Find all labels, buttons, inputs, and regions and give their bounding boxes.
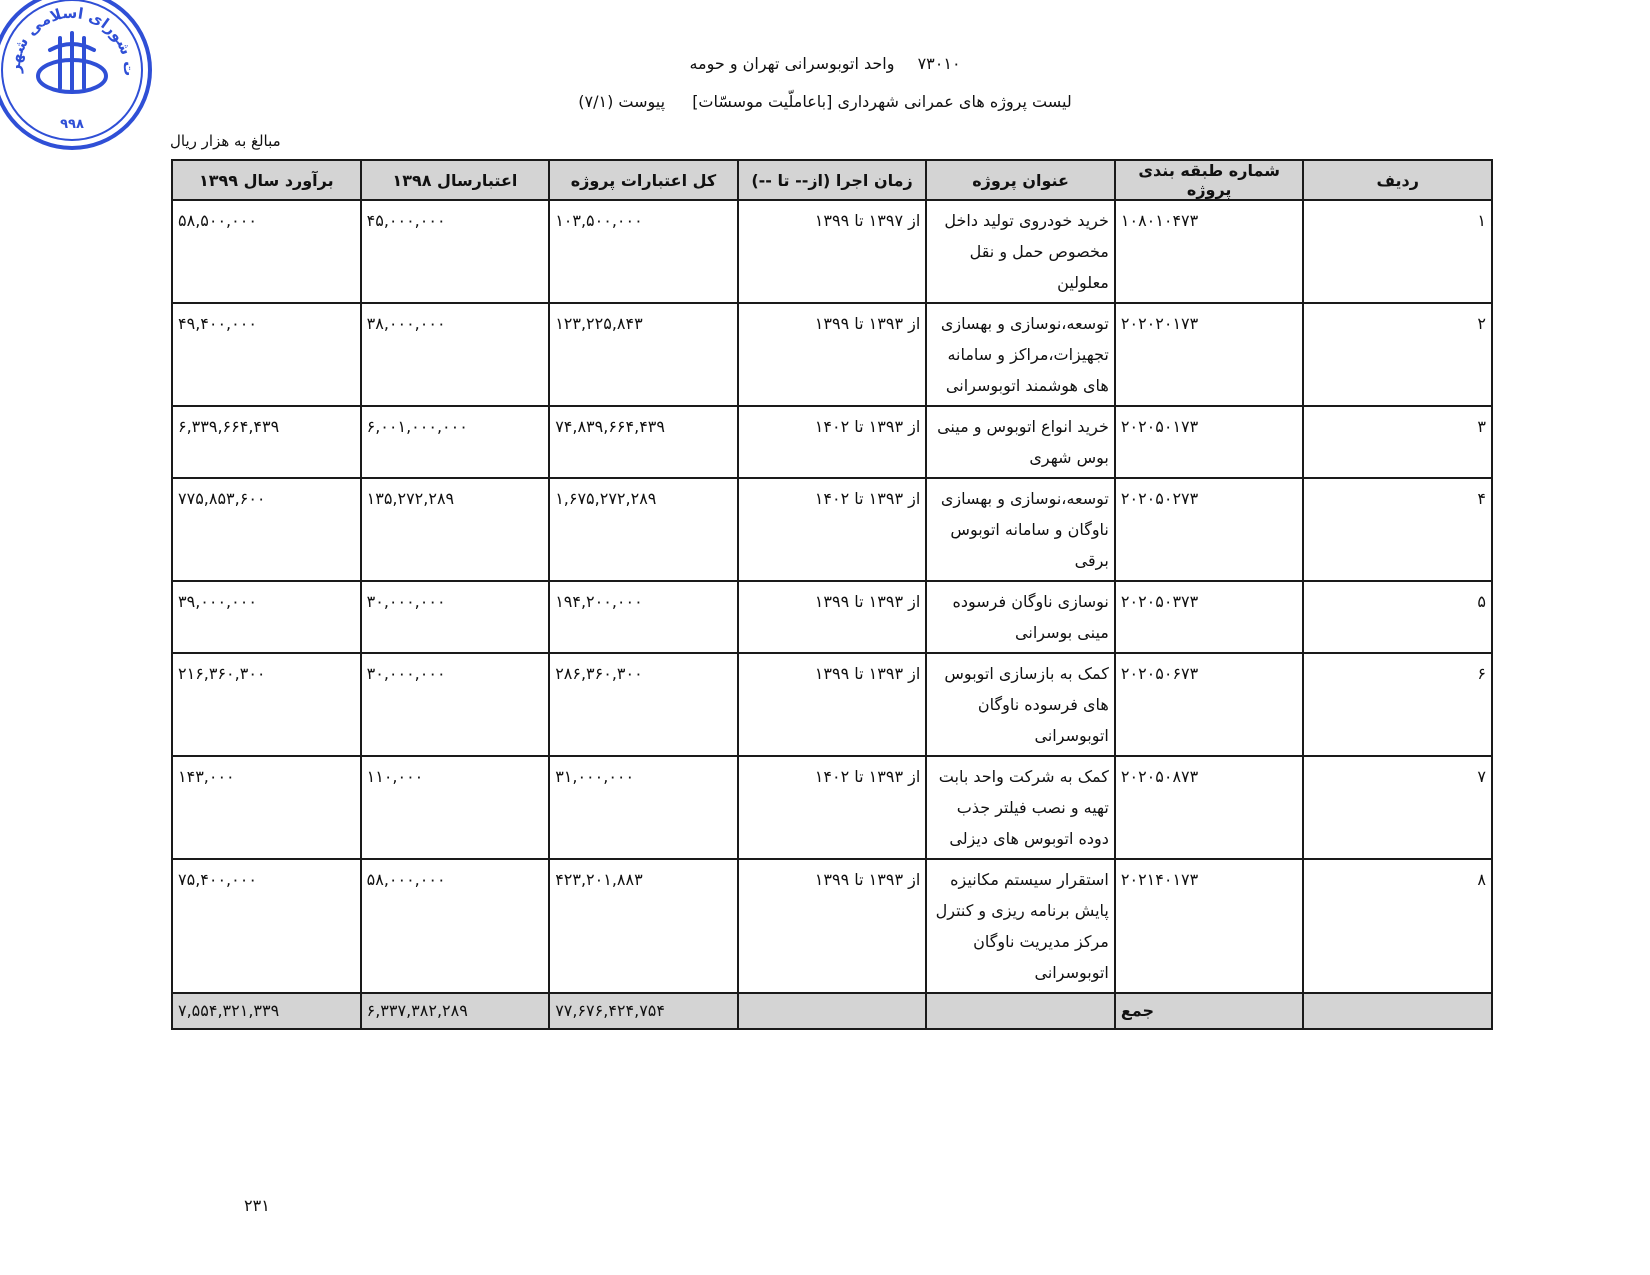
row-number: ۴ [1303, 478, 1492, 581]
table-row [172, 581, 1492, 653]
classification-code: ۲۰۲۰۵۰۸۷۳ [1115, 756, 1304, 859]
council-seal-stamp [0, 0, 155, 153]
estimate-1399: ۵۸,۵۰۰,۰۰۰ [172, 200, 361, 303]
project-title [926, 200, 1115, 303]
project-title-line: نوسازی ناوگان فرسوده [952, 592, 1109, 611]
table-row [172, 756, 1492, 859]
table-row [172, 478, 1492, 581]
table-row [172, 303, 1492, 406]
project-title-line: مرکز مدیریت ناوگان [973, 932, 1109, 951]
table-row [172, 653, 1492, 756]
totals-empty-cell [1303, 993, 1492, 1029]
execution-time: از ۱۳۹۳ تا ۱۳۹۹ [738, 303, 927, 406]
execution-time: از ۱۳۹۳ تا ۱۳۹۹ [738, 581, 927, 653]
document-header-unit [0, 54, 1650, 73]
totals-label: جمع [1115, 993, 1304, 1029]
execution-time: از ۱۳۹۷ تا ۱۳۹۹ [738, 200, 927, 303]
classification-code: ۲۰۲۰۵۰۲۷۳ [1115, 478, 1304, 581]
totals-empty-cell [738, 993, 927, 1029]
project-title [926, 406, 1115, 478]
execution-time: از ۱۳۹۳ تا ۱۴۰۲ [738, 756, 927, 859]
classification-code: ۲۰۲۰۵۰۶۷۳ [1115, 653, 1304, 756]
column-header-total-credits: کل اعتبارات پروژه [549, 160, 738, 200]
row-number: ۶ [1303, 653, 1492, 756]
table-row [172, 406, 1492, 478]
total-credits: ۱۹۴,۲۰۰,۰۰۰ [549, 581, 738, 653]
seal-number: ۹۹۸ [60, 117, 84, 132]
project-title-line: دوده اتوبوس های دیزلی [949, 829, 1109, 848]
estimate-1399: ۷۷۵,۸۵۳,۶۰۰ [172, 478, 361, 581]
row-number: ۱ [1303, 200, 1492, 303]
project-title-line: مینی بوسرانی [1015, 623, 1109, 642]
row-number: ۸ [1303, 859, 1492, 993]
total-credits: ۴۲۳,۲۰۱,۸۸۳ [549, 859, 738, 993]
column-header-credit-1398: اعتبارسال ۱۳۹۸ [361, 160, 550, 200]
column-header-row-number: ردیف [1303, 160, 1492, 200]
execution-time: از ۱۳۹۳ تا ۱۳۹۹ [738, 859, 927, 993]
estimate-1399: ۲۱۶,۳۶۰,۳۰۰ [172, 653, 361, 756]
classification-code: ۲۰۲۱۴۰۱۷۳ [1115, 859, 1304, 993]
annex-label: پیوست (۷/۱) [578, 92, 666, 111]
project-title-line: کمک به شرکت واحد بابت [938, 767, 1109, 786]
total-credits: ۷۴,۸۳۹,۶۶۴,۴۳۹ [549, 406, 738, 478]
project-title-line: های فرسوده ناوگان [977, 695, 1109, 714]
row-number: ۲ [1303, 303, 1492, 406]
project-title-line: پایش برنامه ریزی و کنترل [935, 901, 1109, 920]
totals-total-credits: ۷۷,۶۷۶,۴۲۴,۷۵۴ [549, 993, 738, 1029]
document-header-title [0, 92, 1650, 111]
execution-time: از ۱۳۹۳ تا ۱۴۰۲ [738, 478, 927, 581]
project-title-line: بوس شهری [1029, 448, 1109, 467]
project-title [926, 303, 1115, 406]
classification-code: ۱۰۸۰۱۰۴۷۳ [1115, 200, 1304, 303]
table-body [172, 200, 1492, 993]
project-title-line: تجهیزات،مراکز و سامانه [947, 345, 1109, 364]
project-title-line: کمک به بازسازی اتوبوس [944, 664, 1109, 683]
classification-code: ۲۰۲۰۵۰۱۷۳ [1115, 406, 1304, 478]
total-credits: ۱۰۳,۵۰۰,۰۰۰ [549, 200, 738, 303]
column-header-classification-code: شماره طبقه بندی پروژه [1115, 160, 1304, 200]
table-header-row [172, 160, 1492, 200]
project-title [926, 653, 1115, 756]
project-title [926, 581, 1115, 653]
table-row [172, 859, 1492, 993]
totals-empty-cell [926, 993, 1115, 1029]
totals-estimate-1399: ۷,۵۵۴,۳۲۱,۳۳۹ [172, 993, 361, 1029]
projects-budget-table [171, 159, 1493, 1030]
credit-1398: ۳۰,۰۰۰,۰۰۰ [361, 653, 550, 756]
credit-1398: ۳۸,۰۰۰,۰۰۰ [361, 303, 550, 406]
column-header-execution-time: زمان اجرا (از-- تا --) [738, 160, 927, 200]
project-title [926, 859, 1115, 993]
project-title-line: خرید خودروی تولید داخل [944, 211, 1109, 230]
project-title-line: استقرار سیستم مکانیزه [950, 870, 1109, 889]
page-number: ۲۳۱ [244, 1196, 270, 1215]
credit-1398: ۱۳۵,۲۷۲,۲۸۹ [361, 478, 550, 581]
credit-1398: ۱۱۰,۰۰۰ [361, 756, 550, 859]
project-title [926, 756, 1115, 859]
execution-time: از ۱۳۹۳ تا ۱۳۹۹ [738, 653, 927, 756]
table-row [172, 200, 1492, 303]
project-title-line: اتوبوسرانی [1034, 726, 1109, 745]
total-credits: ۳۱,۰۰۰,۰۰۰ [549, 756, 738, 859]
estimate-1399: ۴۹,۴۰۰,۰۰۰ [172, 303, 361, 406]
classification-code: ۲۰۲۰۵۰۳۷۳ [1115, 581, 1304, 653]
column-header-estimate-1399: برآورد سال ۱۳۹۹ [172, 160, 361, 200]
project-title-line: ناوگان و سامانه اتوبوس [950, 520, 1109, 539]
classification-code: ۲۰۲۰۲۰۱۷۳ [1115, 303, 1304, 406]
row-number: ۳ [1303, 406, 1492, 478]
project-title-line: معلولین [1057, 273, 1109, 292]
project-title-line: توسعه،نوسازی و بهسازی [940, 489, 1109, 508]
total-credits: ۲۸۶,۳۶۰,۳۰۰ [549, 653, 738, 756]
estimate-1399: ۱۴۳,۰۰۰ [172, 756, 361, 859]
project-title [926, 478, 1115, 581]
execution-time: از ۱۳۹۳ تا ۱۴۰۲ [738, 406, 927, 478]
project-title-line: برقی [1074, 551, 1109, 570]
totals-credit-1398: ۶,۳۳۷,۳۸۲,۲۸۹ [361, 993, 550, 1029]
totals-row [172, 993, 1492, 1029]
total-credits: ۱,۶۷۵,۲۷۲,۲۸۹ [549, 478, 738, 581]
estimate-1399: ۶,۳۳۹,۶۶۴,۴۳۹ [172, 406, 361, 478]
row-number: ۷ [1303, 756, 1492, 859]
list-title: لیست پروژه های عمرانی شهرداری [باعاملّیت موسسّات] [692, 92, 1072, 111]
project-title-line: مخصوص حمل و نقل [969, 242, 1109, 261]
unit-code: ۷۳۰۱۰ [917, 54, 961, 73]
estimate-1399: ۷۵,۴۰۰,۰۰۰ [172, 859, 361, 993]
row-number: ۵ [1303, 581, 1492, 653]
column-header-project-title: عنوان پروژه [926, 160, 1115, 200]
unit-name: واحد اتوبوسرانی تهران و حومه [689, 54, 895, 73]
amount-unit-note: مبالغ به هزار ریال [170, 132, 281, 150]
project-title-line: اتوبوسرانی [1034, 963, 1109, 982]
project-title-line: خرید انواع اتوبوس و مینی [937, 417, 1109, 436]
seal-text: ت شورای اسلامی شهر [5, 3, 139, 77]
credit-1398: ۴۵,۰۰۰,۰۰۰ [361, 200, 550, 303]
estimate-1399: ۳۹,۰۰۰,۰۰۰ [172, 581, 361, 653]
total-credits: ۱۲۳,۲۲۵,۸۴۳ [549, 303, 738, 406]
project-title-line: تهیه و نصب فیلتر جذب [956, 798, 1109, 817]
credit-1398: ۶,۰۰۱,۰۰۰,۰۰۰ [361, 406, 550, 478]
credit-1398: ۵۸,۰۰۰,۰۰۰ [361, 859, 550, 993]
project-title-line: های هوشمند اتوبوسرانی [945, 376, 1109, 395]
credit-1398: ۳۰,۰۰۰,۰۰۰ [361, 581, 550, 653]
project-title-line: توسعه،نوسازی و بهسازی [940, 314, 1109, 333]
